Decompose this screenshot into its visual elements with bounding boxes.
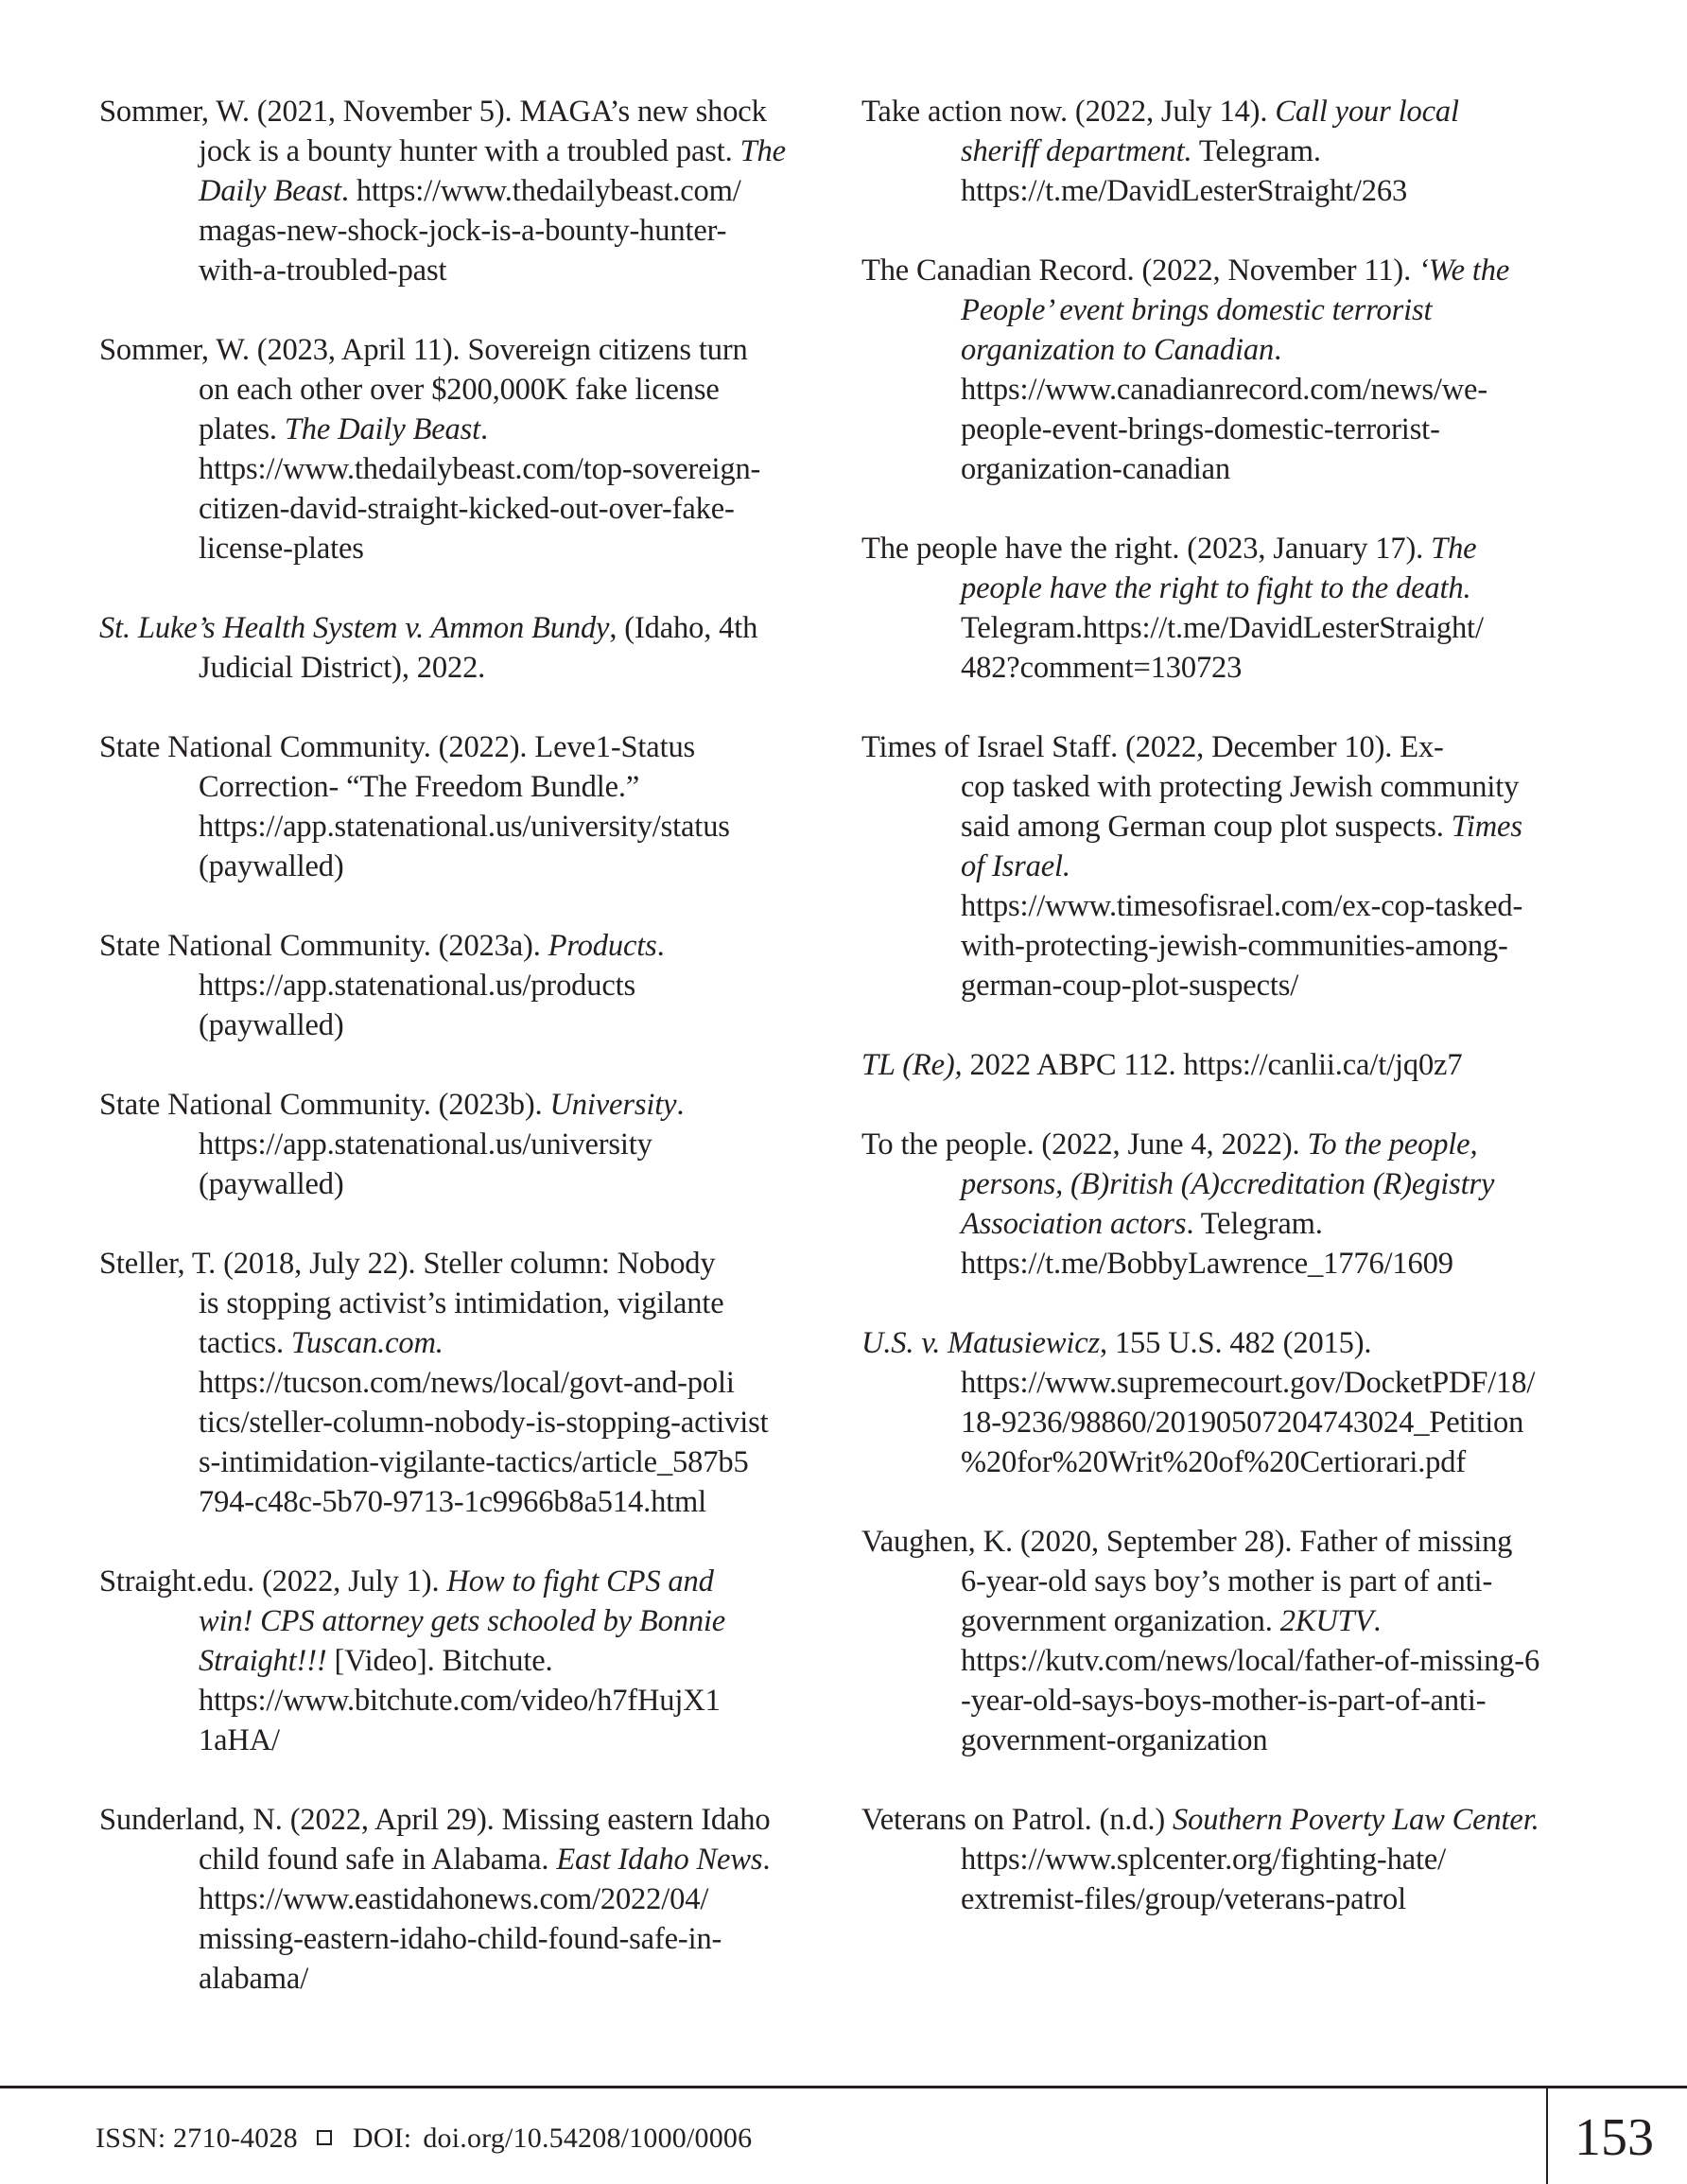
reference-italic-text: St. Luke’s Health System v. Ammon Bundy [99, 611, 610, 645]
reference-text[interactable]: https://www.timesofisrael.com/ex-cop-tasked- [961, 889, 1523, 923]
reference-text: Take action now. (2022, July 14). [861, 95, 1276, 129]
reference-text[interactable]: https://t.me/BobbyLawrence_1776/1609 [961, 1247, 1453, 1281]
reference-continuation-line [861, 886, 1618, 926]
reference-italic-text: ‘We the [1418, 253, 1510, 288]
reference-text: , (Idaho, 4th [609, 611, 758, 645]
reference-entry [99, 608, 856, 688]
reference-continuation-line [99, 767, 856, 807]
reference-text: %20for%20Writ%20of%20Certiorari.pdf [961, 1445, 1467, 1479]
reference-text: [Video]. Bitchute. [326, 1644, 553, 1678]
reference-continuation-line [99, 1005, 856, 1045]
reference-first-line [861, 1045, 1618, 1085]
reference-text[interactable]: . https://www.thedailybeast.com/ [340, 174, 741, 208]
reference-continuation-line [99, 1363, 856, 1403]
footer-horizontal-rule [0, 2086, 1687, 2088]
reference-text[interactable]: https://t.me/DavidLesterStraight/263 [961, 174, 1408, 208]
reference-italic-text: win! CPS attorney gets schooled by Bonnie [199, 1604, 726, 1638]
reference-text: . [656, 929, 665, 963]
reference-text: State National Community. (2023b). [99, 1088, 550, 1122]
reference-text[interactable]: Telegram.https://t.me/DavidLesterStraight/ [961, 611, 1484, 645]
reference-text: tics/steller-column-nobody-is-stopping-activist [199, 1406, 769, 1440]
reference-text: . [762, 1843, 771, 1877]
reference-continuation-line [861, 1562, 1618, 1601]
reference-text: State National Community. (2023a). [99, 929, 548, 963]
reference-italic-text: Daily Beast [199, 174, 341, 208]
reference-text: Sommer, W. (2023, April 11). Sovereign citizens turn [99, 333, 748, 367]
reference-text: (paywalled) [199, 849, 344, 883]
footer-issn: ISSN: 2710-4028 [96, 2123, 298, 2154]
reference-continuation-line [861, 449, 1618, 489]
reference-italic-text: People’ event brings domestic terrorist [961, 293, 1433, 327]
reference-text: is stopping activist’s intimidation, vigilante [199, 1286, 724, 1320]
reference-continuation-line [861, 1879, 1618, 1919]
reference-continuation-line [99, 1601, 856, 1641]
footer-doi-link[interactable]: doi.org/10.54208/1000/0006 [423, 2123, 753, 2154]
reference-text[interactable]: https://www.eastidahonews.com/2022/04/ [199, 1882, 709, 1916]
reference-entry [99, 92, 856, 290]
reference-continuation-line [861, 648, 1618, 688]
reference-text: organization-canadian [961, 452, 1231, 486]
reference-text: Steller, T. (2018, July 22). Steller column: Nobody [99, 1247, 716, 1281]
reference-first-line [861, 92, 1618, 131]
reference-text: -year-old-says-boys-mother-is-part-of-anti- [961, 1684, 1487, 1718]
reference-text: with-a-troubled-past [199, 253, 447, 288]
reference-continuation-line [99, 648, 856, 688]
reference-text: Judicial District), 2022. [199, 651, 486, 685]
reference-text: s-intimidation-vigilante-tactics/article_587b5 [199, 1445, 749, 1479]
reference-text: State National Community. (2022). Leve1-Status [99, 730, 696, 764]
reference-text: . [676, 1088, 685, 1122]
reference-text: . [1373, 1604, 1382, 1638]
reference-continuation-line [99, 1284, 856, 1323]
reference-italic-text: How to fight CPS and [446, 1564, 714, 1599]
reference-italic-text: persons, (B)ritish (A)ccreditation (R)egistry [961, 1167, 1495, 1201]
reference-text: on each other over $200,000K fake license [199, 373, 720, 407]
page-number: 153 [1574, 2108, 1654, 2167]
reference-italic-text: TL (Re), [861, 1048, 963, 1082]
reference-italic-text: Call your local [1275, 95, 1459, 129]
reference-first-line [861, 529, 1618, 568]
reference-continuation-line [861, 608, 1618, 648]
reference-continuation-line [861, 1363, 1618, 1403]
reference-continuation-line [861, 330, 1618, 370]
reference-italic-text: Tuscan.com. [290, 1326, 443, 1360]
reference-continuation-line [99, 410, 856, 449]
reference-text: cop tasked with protecting Jewish community [961, 770, 1520, 804]
reference-continuation-line [99, 1323, 856, 1363]
reference-text: missing-eastern-idaho-child-found-safe-in- [199, 1922, 722, 1956]
separator-square-icon [317, 2130, 332, 2145]
reference-text: jock is a bounty hunter with a troubled past. [199, 134, 740, 168]
reference-text: 18-9236/98860/20190507204743024_Petition [961, 1406, 1524, 1440]
reference-italic-text: organization to Canadian [961, 333, 1275, 367]
reference-first-line [99, 727, 856, 767]
reference-text: plates. [199, 412, 285, 446]
reference-entry [861, 1800, 1618, 1919]
reference-continuation-line [99, 131, 856, 171]
reference-continuation-line [99, 1919, 856, 1959]
reference-continuation-line [861, 1721, 1618, 1760]
reference-text: The people have the right. (2023, January 17). [861, 532, 1432, 566]
reference-continuation-line [99, 966, 856, 1005]
reference-entry [861, 1125, 1618, 1284]
reference-italic-text: The [1431, 532, 1477, 566]
reference-text: 794-c48c-5b70-9713-1c9966b8a514.html [199, 1485, 707, 1519]
reference-text: 6-year-old says boy’s mother is part of anti- [961, 1564, 1493, 1599]
reference-text: alabama/ [199, 1962, 309, 1996]
reference-continuation-line [99, 847, 856, 886]
reference-continuation-line [861, 807, 1618, 847]
reference-text[interactable]: https://www.supremecourt.gov/DocketPDF/18/ [961, 1366, 1536, 1400]
reference-text: , 155 U.S. 482 (2015). [1100, 1326, 1372, 1360]
reference-first-line [861, 727, 1618, 767]
reference-continuation-line [99, 1482, 856, 1522]
reference-text: citizen-david-straight-kicked-out-over-fake- [199, 492, 735, 526]
reference-continuation-line [99, 1641, 856, 1681]
reference-text: Telegram. [1191, 134, 1321, 168]
reference-entry [861, 92, 1618, 211]
reference-continuation-line [861, 410, 1618, 449]
reference-italic-text: The Daily Beast [284, 412, 481, 446]
reference-text: with-protecting-jewish-communities-among- [961, 929, 1508, 963]
reference-entry [861, 251, 1618, 489]
reference-entry [99, 1800, 856, 1999]
reference-text: 1aHA/ [199, 1723, 280, 1757]
reference-first-line [861, 1800, 1618, 1840]
reference-first-line [99, 1085, 856, 1125]
reference-text: government-organization [961, 1723, 1268, 1757]
reference-italic-text: Southern Poverty Law Center. [1173, 1803, 1539, 1837]
reference-continuation-line [99, 529, 856, 568]
reference-text: (paywalled) [199, 1167, 344, 1201]
reference-continuation-line [99, 171, 856, 211]
reference-text: Sommer, W. (2021, November 5). MAGA’s new shock [99, 95, 767, 129]
reference-entry [99, 926, 856, 1045]
reference-entry [861, 727, 1618, 1005]
reference-text: . Telegram. [1186, 1207, 1323, 1241]
reference-continuation-line [861, 290, 1618, 330]
reference-text: Times of Israel Staff. (2022, December 10). Ex- [861, 730, 1444, 764]
reference-continuation-line [861, 966, 1618, 1005]
references-left-column [99, 92, 856, 2038]
reference-continuation-line [861, 1601, 1618, 1641]
reference-first-line [99, 1244, 856, 1284]
reference-text: extremist-files/group/veterans-patrol [961, 1882, 1406, 1916]
reference-entry [861, 1045, 1618, 1085]
reference-italic-text: University [549, 1088, 677, 1122]
reference-first-line [99, 330, 856, 370]
reference-continuation-line [99, 1840, 856, 1879]
footer-vertical-rule [1546, 2087, 1548, 2184]
reference-continuation-line [861, 1681, 1618, 1721]
reference-text: people-event-brings-domestic-terrorist- [961, 412, 1440, 446]
footer-citation [96, 2120, 752, 2158]
reference-continuation-line [861, 131, 1618, 171]
reference-first-line [99, 926, 856, 966]
reference-first-line [99, 608, 856, 648]
reference-continuation-line [99, 1721, 856, 1760]
reference-continuation-line [99, 449, 856, 489]
reference-continuation-line [861, 171, 1618, 211]
reference-text[interactable]: https://www.bitchute.com/video/h7fHujX1 [199, 1684, 721, 1718]
reference-continuation-line [99, 1442, 856, 1482]
reference-text[interactable]: https://www.thedailybeast.com/top-sovereign- [199, 452, 761, 486]
reference-first-line [99, 1562, 856, 1601]
reference-text: Vaughen, K. (2020, September 28). Father of missing [861, 1525, 1513, 1559]
reference-continuation-line [861, 1204, 1618, 1244]
reference-text[interactable]: https://www.canadianrecord.com/news/we- [961, 373, 1487, 407]
reference-continuation-line [99, 1125, 856, 1164]
reference-continuation-line [99, 370, 856, 410]
reference-italic-text: The [739, 134, 786, 168]
reference-continuation-line [99, 1403, 856, 1442]
reference-text: said among German coup plot suspects. [961, 810, 1452, 844]
reference-text: . [1274, 333, 1282, 367]
reference-text: magas-new-shock-jock-is-a-bounty-hunter- [199, 214, 727, 248]
reference-continuation-line [99, 251, 856, 290]
footer-doi-label: DOI: [352, 2123, 412, 2154]
reference-italic-text: Times [1451, 810, 1522, 844]
reference-continuation-line [99, 1164, 856, 1204]
reference-text: german-coup-plot-suspects/ [961, 969, 1299, 1003]
reference-continuation-line [861, 1840, 1618, 1879]
reference-italic-text: Straight!!! [199, 1644, 327, 1678]
reference-text[interactable]: 2022 ABPC 112. https://canlii.ca/t/jq0z7 [962, 1048, 1463, 1082]
reference-text: Straight.edu. (2022, July 1). [99, 1564, 447, 1599]
reference-entry [861, 529, 1618, 688]
reference-text: government organization. [961, 1604, 1280, 1638]
reference-continuation-line [99, 807, 856, 847]
reference-entry [99, 1562, 856, 1760]
reference-continuation-line [99, 489, 856, 529]
reference-text: . [480, 412, 489, 446]
reference-text: tactics. [199, 1326, 291, 1360]
reference-text: Sunderland, N. (2022, April 29). Missing eastern Idaho [99, 1803, 771, 1837]
reference-text: 482?comment=130723 [961, 651, 1243, 685]
reference-first-line [861, 1323, 1618, 1363]
reference-text: The Canadian Record. (2022, November 11). [861, 253, 1419, 288]
reference-continuation-line [99, 1681, 856, 1721]
reference-entry [861, 1323, 1618, 1482]
reference-text: license-plates [199, 532, 364, 566]
reference-text: child found safe in Alabama. [199, 1843, 557, 1877]
reference-text[interactable]: https://kutv.com/news/local/father-of-missing-6 [961, 1644, 1540, 1678]
reference-text: Correction- “The Freedom Bundle.” [199, 770, 640, 804]
reference-italic-text: Products [548, 929, 657, 963]
reference-first-line [861, 251, 1618, 290]
reference-italic-text: To the people, [1307, 1127, 1478, 1162]
reference-text: Veterans on Patrol. (n.d.) [861, 1803, 1173, 1837]
reference-entry [861, 1522, 1618, 1760]
reference-continuation-line [861, 847, 1618, 886]
reference-continuation-line [861, 370, 1618, 410]
reference-continuation-line [99, 211, 856, 251]
reference-continuation-line [861, 1164, 1618, 1204]
reference-first-line [861, 1522, 1618, 1562]
reference-continuation-line [861, 1403, 1618, 1442]
reference-entry [99, 330, 856, 568]
reference-text: To the people. (2022, June 4, 2022). [861, 1127, 1308, 1162]
reference-continuation-line [861, 1244, 1618, 1284]
reference-text: (paywalled) [199, 1008, 344, 1042]
reference-text[interactable]: https://app.statenational.us/university/status [199, 810, 730, 844]
reference-text[interactable]: https://tucson.com/news/local/govt-and-poli [199, 1366, 735, 1400]
reference-italic-text: U.S. v. Matusiewicz [861, 1326, 1100, 1360]
reference-entry [99, 727, 856, 886]
reference-continuation-line [99, 1879, 856, 1919]
reference-italic-text: 2KUTV [1279, 1604, 1374, 1638]
reference-continuation-line [861, 926, 1618, 966]
reference-continuation-line [861, 568, 1618, 608]
reference-first-line [99, 1800, 856, 1840]
reference-first-line [861, 1125, 1618, 1164]
reference-italic-text: sheriff department. [961, 134, 1192, 168]
reference-text[interactable]: https://app.statenational.us/university [199, 1127, 652, 1162]
reference-entry [99, 1085, 856, 1204]
reference-italic-text: Association actors [961, 1207, 1187, 1241]
reference-continuation-line [861, 767, 1618, 807]
reference-first-line [99, 92, 856, 131]
reference-continuation-line [861, 1442, 1618, 1482]
reference-entry [99, 1244, 856, 1522]
reference-continuation-line [99, 1959, 856, 1999]
reference-italic-text: of Israel. [961, 849, 1070, 883]
reference-text[interactable]: https://www.splcenter.org/fighting-hate/ [961, 1843, 1447, 1877]
references-right-column [861, 92, 1618, 1959]
reference-italic-text: people have the right to fight to the death. [961, 571, 1471, 605]
reference-continuation-line [861, 1641, 1618, 1681]
reference-italic-text: East Idaho News [556, 1843, 763, 1877]
reference-text[interactable]: https://app.statenational.us/products [199, 969, 636, 1003]
